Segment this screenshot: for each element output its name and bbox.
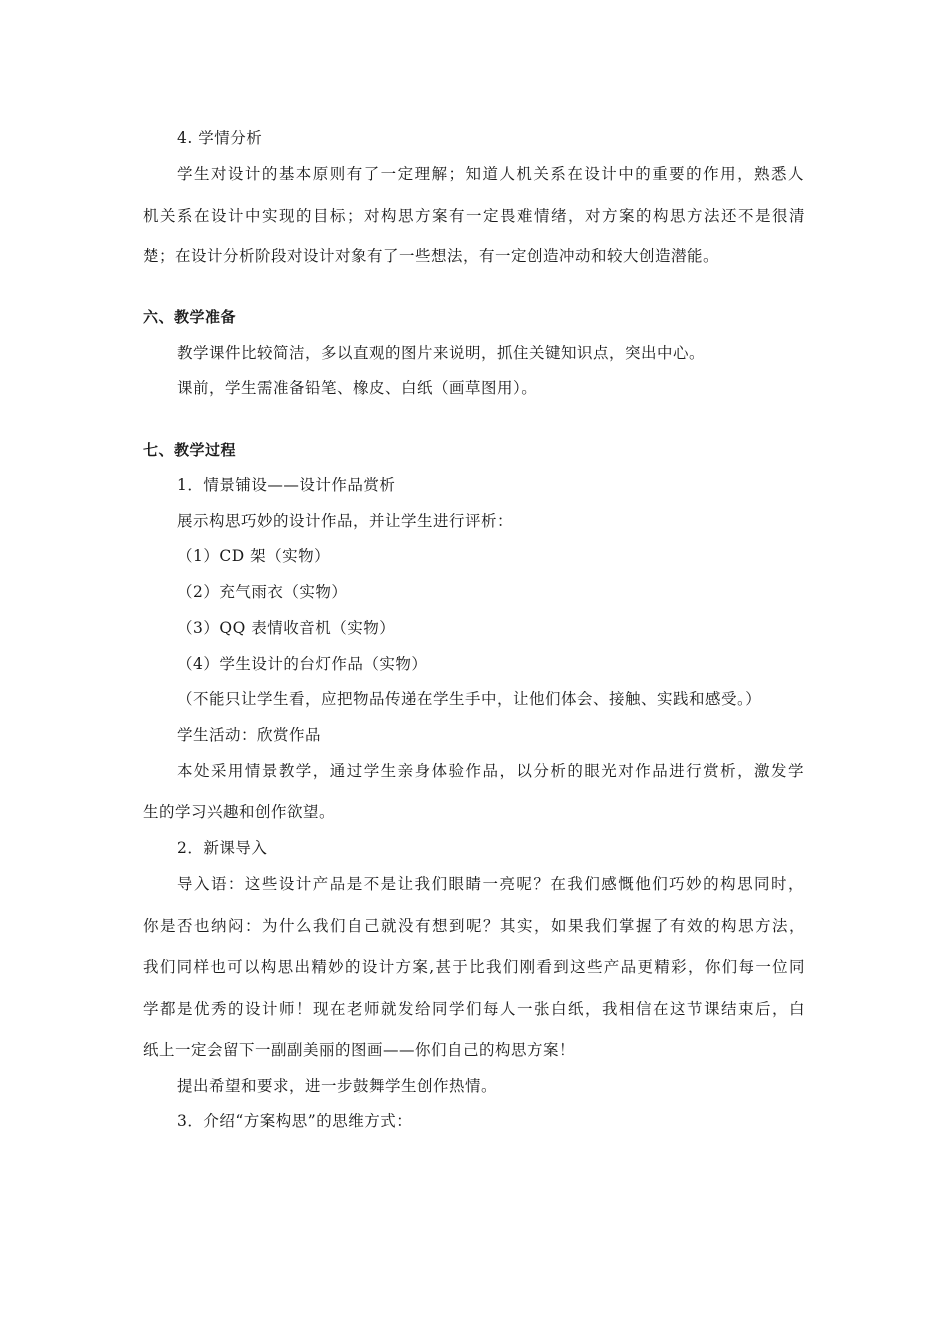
step-2-intro-line: 纸上一定会留下一副副美丽的图画——你们自己的构思方案！ (143, 1041, 576, 1059)
section-6-heading: 六、教学准备 (143, 308, 237, 326)
step-2-intro-line: 学都是优秀的设计师！现在老师就发给同学们每人一张白纸，我相信在这节课结束后，白 (143, 1000, 805, 1018)
section-4-title: 4. 学情分析 (177, 129, 263, 147)
section-7-heading: 七、教学过程 (143, 441, 237, 459)
step-1-title: 1．情景铺设——设计作品赏析 (177, 476, 396, 494)
step-1-intro: 展示构思巧妙的设计作品，并让学生进行评析： (177, 512, 514, 530)
section-4-paragraph-line: 机关系在设计中实现的目标；对构思方案有一定畏难情绪，对方案的构思方法还不是很清 (143, 207, 805, 225)
step-1-explain-line: 本处采用情景教学，通过学生亲身体验作品，以分析的眼光对作品进行赏析，激发学 (177, 762, 804, 780)
step-1-item: （2）充气雨衣（实物） (177, 583, 348, 601)
step-1-item: （3）QQ 表情收音机（实物） (177, 619, 396, 637)
step-2-intro-line: 导入语：这些设计产品是不是让我们眼睛一亮呢？在我们感慨他们巧妙的构思同时， (177, 875, 804, 893)
step-2-intro-line: 你是否也纳闷：为什么我们自己就没有想到呢？其实，如果我们掌握了有效的构思方法， (143, 917, 805, 935)
step-1-note: （不能只让学生看，应把物品传递在学生手中，让他们体会、接触、实践和感受。） (177, 690, 762, 708)
step-3-title: 3．介绍“方案构思”的思维方式： (177, 1112, 413, 1130)
section-4-paragraph-line: 楚；在设计分析阶段对设计对象有了一些想法，有一定创造冲动和较大创造潜能。 (143, 247, 720, 265)
section-6-line: 课前，学生需准备铅笔、橡皮、白纸（画草图用）。 (177, 379, 538, 397)
step-2-intro-line: 我们同样也可以构思出精妙的设计方案,甚于比我们刚看到这些产品更精彩，你们每一位同 (143, 958, 805, 976)
section-4-paragraph-line: 学生对设计的基本原则有了一定理解；知道人机关系在设计中的重要的作用，熟悉人 (177, 165, 804, 183)
step-1-item: （4）学生设计的台灯作品（实物） (177, 655, 428, 673)
step-1-item: （1）CD 架（实物） (177, 547, 331, 565)
section-6-line: 教学课件比较简洁，多以直观的图片来说明，抓住关键知识点，突出中心。 (177, 344, 706, 362)
step-1-activity: 学生活动：欣赏作品 (177, 726, 322, 744)
step-2-follow: 提出希望和要求，进一步鼓舞学生创作热情。 (177, 1077, 498, 1095)
step-2-title: 2．新课导入 (177, 839, 268, 857)
step-1-explain-line: 生的学习兴趣和创作欲望。 (143, 803, 336, 821)
